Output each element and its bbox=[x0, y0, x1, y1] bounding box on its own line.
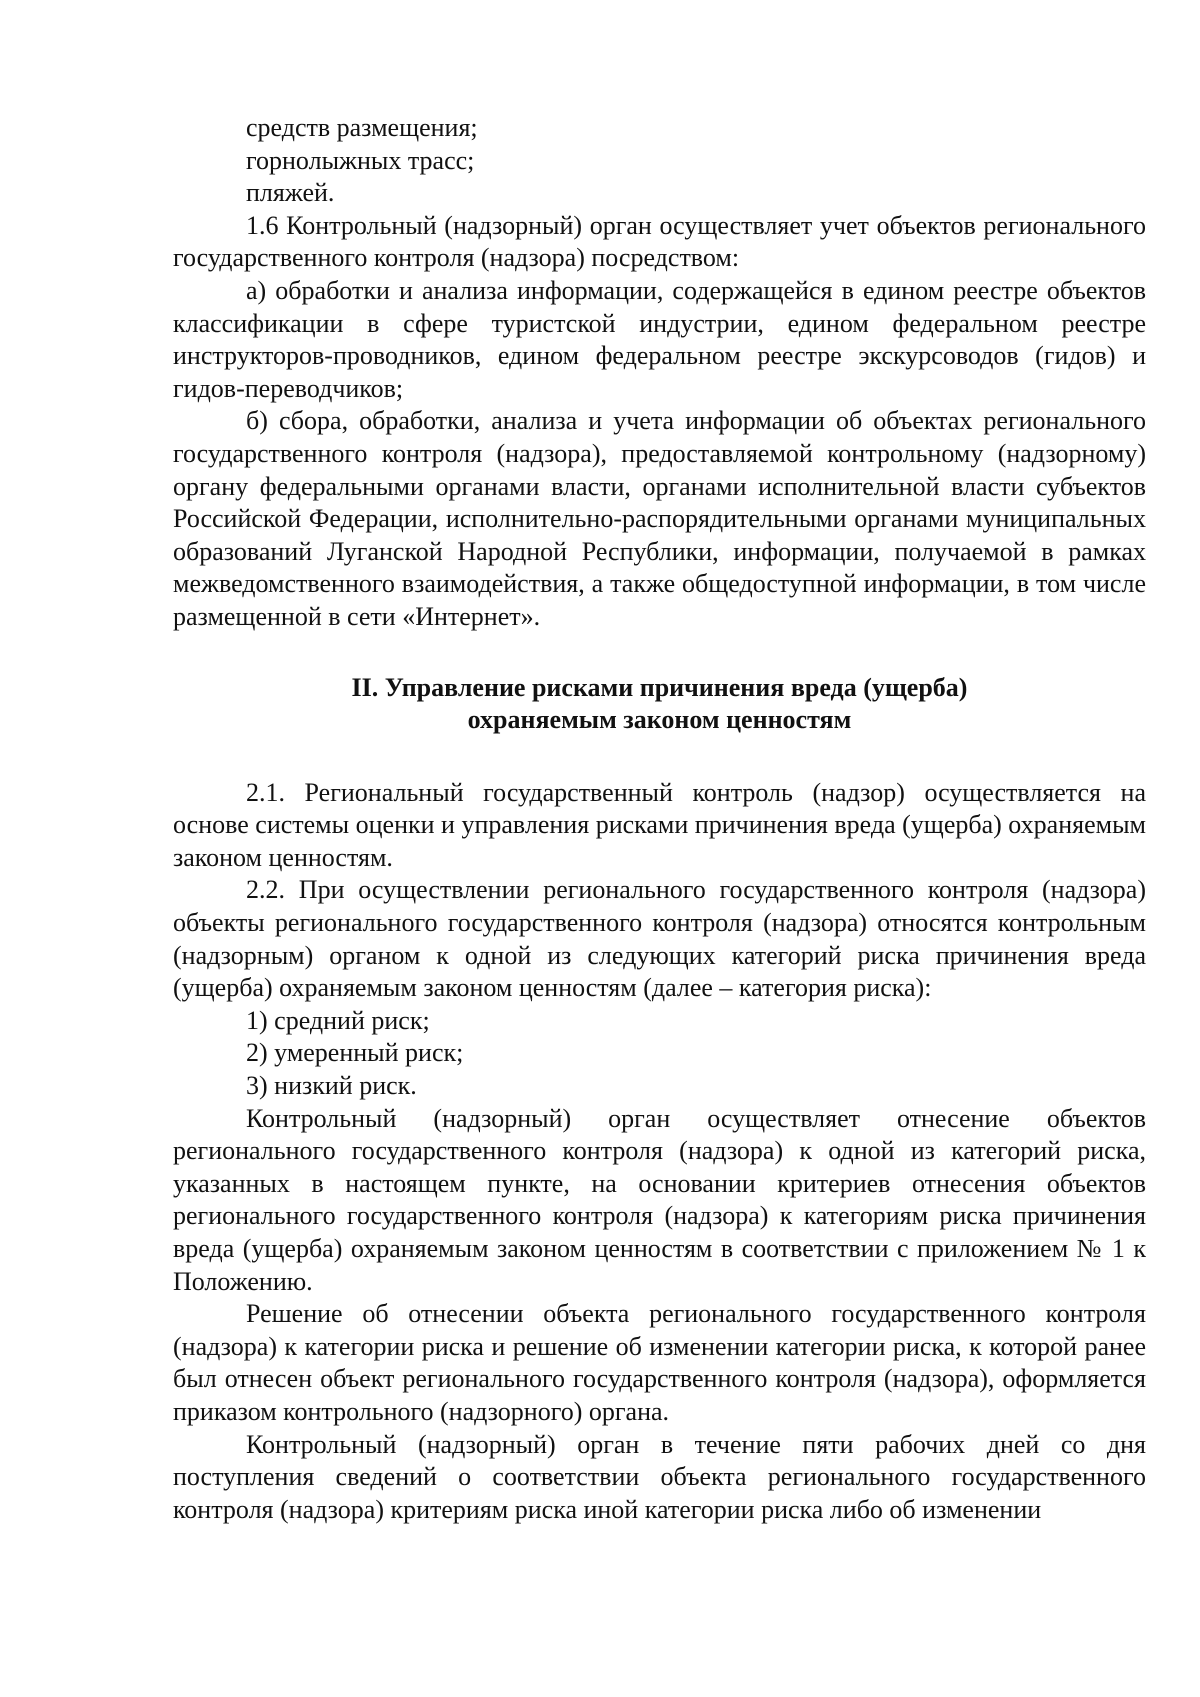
spacer bbox=[173, 634, 1146, 672]
section-heading-line-2: охраняемым законом ценностям bbox=[467, 705, 852, 735]
paragraph-2-2: 2.2. При осуществлении регионального государственного контроля (надзора) объекты регионального государственного контроля (надзора) относятся контрольным (надзорным) органом к одной из следующих категорий риска причинения вреда (ущерба) охраняемым законом ценностям (далее – категория риска): bbox=[173, 875, 1146, 1003]
spacer bbox=[173, 737, 1146, 777]
risk-category-low: 3) низкий риск. bbox=[246, 1071, 417, 1101]
paragraph-2-1: 2.1. Региональный государственный контроль (надзор) осуществляется на основе системы оценки и управления рисками причинения вреда (ущерба) охраняемым законом ценностям. bbox=[173, 777, 1146, 872]
section-heading-line-1: II. Управление рисками причинения вреда (ущерба) bbox=[351, 672, 968, 702]
section-heading bbox=[173, 672, 1146, 737]
paragraph-1-6-a: а) обработки и анализа информации, содержащейся в едином реестре объектов классификации в сфере туристской индустрии, едином федеральном реестре инструкторов-проводников, едином федеральном реестре экскурсоводов (гидов) и гидов-переводчиков; bbox=[173, 275, 1146, 403]
document-page bbox=[173, 112, 1146, 1526]
risk-category-medium: 1) средний риск; bbox=[246, 1005, 430, 1035]
list-item-accommodation: средств размещения; bbox=[246, 113, 478, 142]
list-item-ski-slopes: горнолыжных трасс; bbox=[246, 145, 475, 175]
paragraph-risk-assignment: Контрольный (надзорный) орган осуществляет отнесение объектов регионального государственного контроля (надзора) к одной из категорий риска, указанных в настоящем пункте, на основании критериев отнесения объектов регионального государственного контроля (надзора) к категориям риска причинения вреда (ущерба) охраняемым законом ценностям в соответствии с приложением № 1 к Положению. bbox=[173, 1103, 1146, 1296]
paragraph-1-6-b: б) сбора, обработки, анализа и учета информации об объектах регионального государственного контроля (надзора), предоставляемой контрольному (надзорному) органу федеральными органами власти, органами исполнительной власти субъектов Российской Федерации, исполнительно-распорядительными органами муниципальных образований Луганской Народной Республики, информации, получаемой в рамках межведомственного взаимодействия, а также общедоступной информации, в том числе размещенной в сети «Интернет». bbox=[173, 406, 1146, 631]
risk-category-moderate: 2) умеренный риск; bbox=[246, 1038, 464, 1068]
paragraph-five-days: Контрольный (надзорный) орган в течение пяти рабочих дней со дня поступления сведений о соответствии объекта регионального государственного контроля (надзора) критериям риска иной категории риска либо об изменении bbox=[173, 1429, 1146, 1524]
paragraph-1-6: 1.6 Контрольный (надзорный) орган осуществляет учет объектов регионального государственного контроля (надзора) посредством: bbox=[173, 210, 1146, 273]
list-item-beaches: пляжей. bbox=[246, 178, 335, 208]
paragraph-decision: Решение об отнесении объекта регионального государственного контроля (надзора) к категории риска и решение об изменении категории риска, к которой ранее был отнесен объект регионального государственного контроля (надзора), оформляется приказом контрольного (надзорного) органа. bbox=[173, 1299, 1146, 1426]
